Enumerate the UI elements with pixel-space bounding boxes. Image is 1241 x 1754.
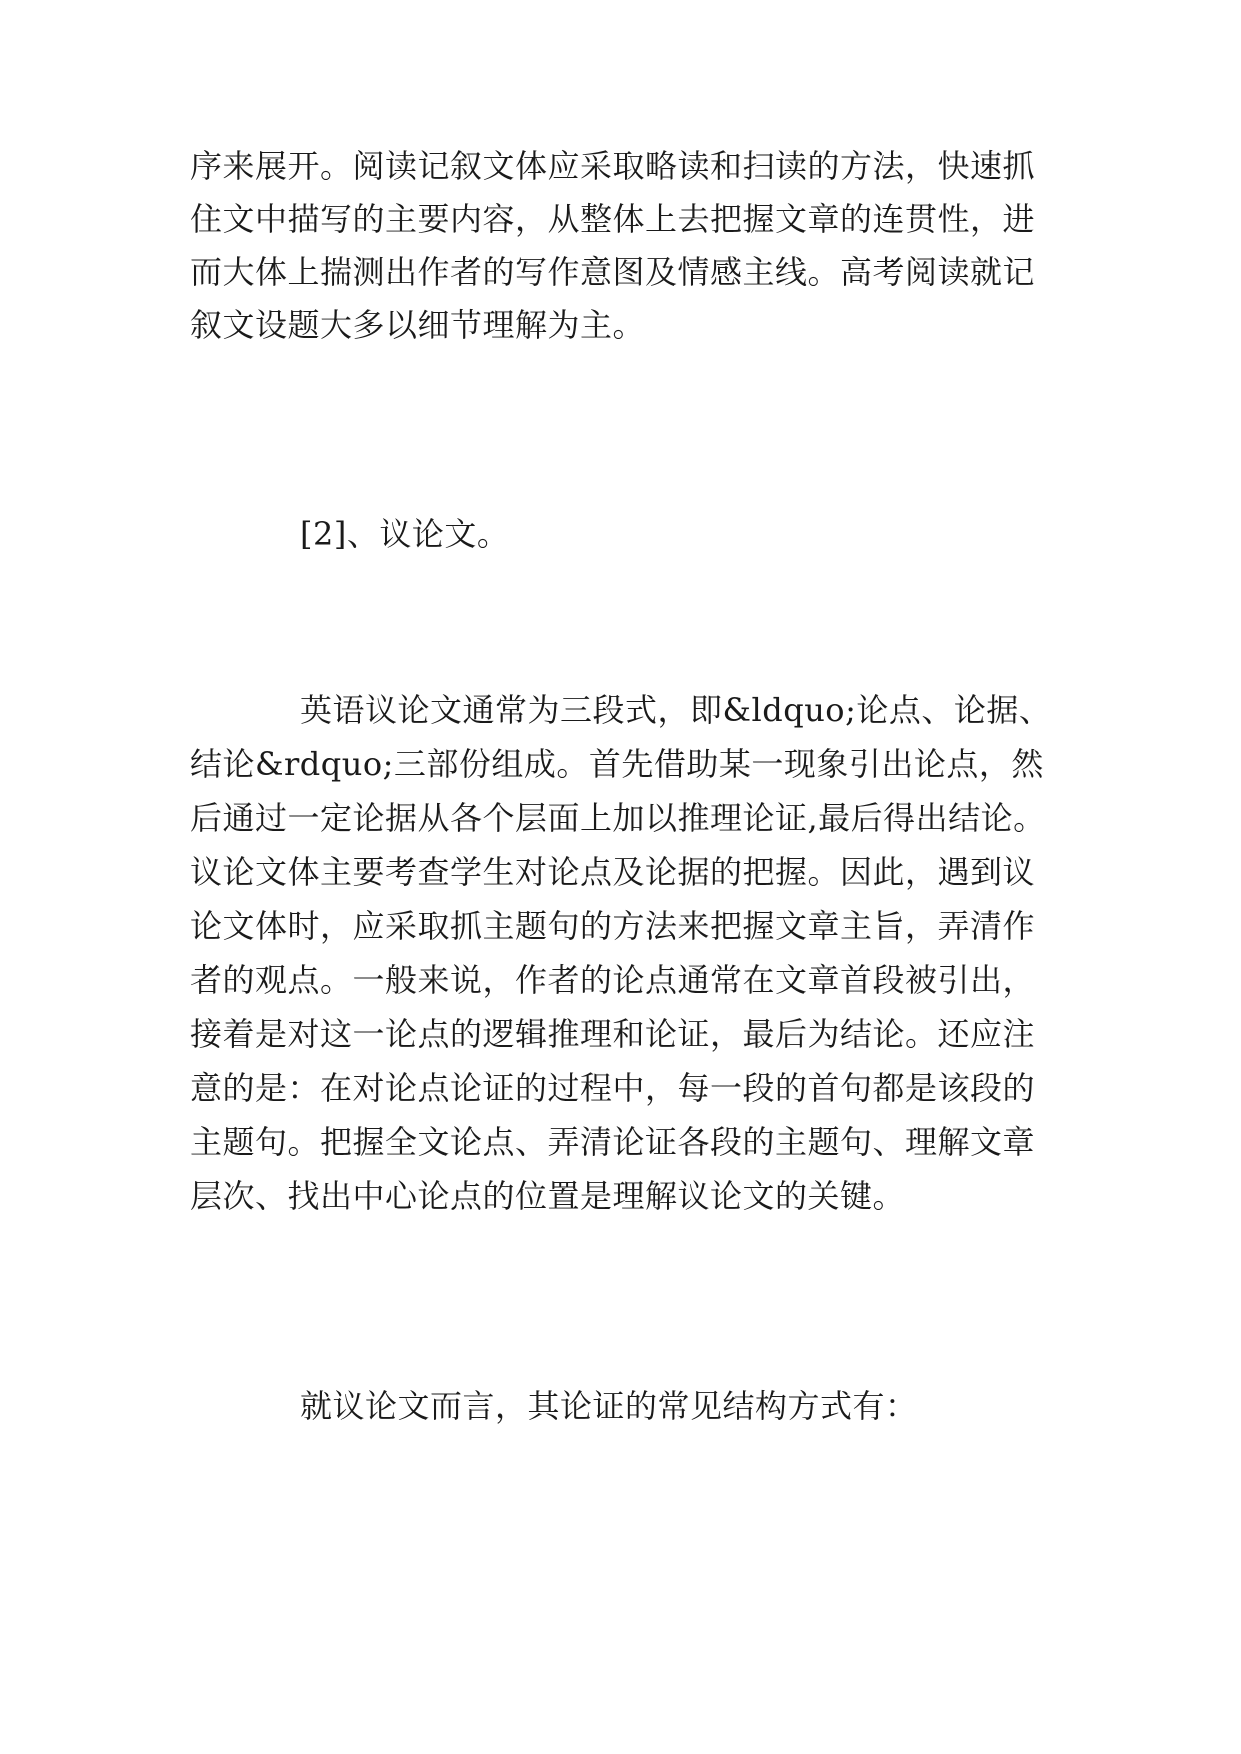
text-line: 议论文体主要考查学生对论点及论据的把握。因此，遇到议 [190,853,1036,891]
text-line: 论文体时，应采取抓主题句的方法来把握文章主旨，弄清作 [190,907,1036,945]
text-line: 住文中描写的主要内容，从整体上去把握文章的连贯性，进 [190,200,1036,238]
text-line: 就议论文而言，其论证的常见结构方式有： [300,1387,918,1425]
text-line: 序来展开。阅读记叙文体应采取略读和扫读的方法，快速抓 [190,147,1036,185]
text-line: 主题句。把握全文论点、弄清论证各段的主题句、理解文章 [190,1123,1036,1161]
text-line: 英语议论文通常为三段式，即&ldquo;论点、论据、 [300,691,1052,729]
heading-line: [2]、议论文。 [300,515,510,553]
text-line: 层次、找出中心论点的位置是理解议论文的关键。 [190,1177,906,1215]
text-line: 者的观点。一般来说，作者的论点通常在文章首段被引出， [190,961,1036,999]
text-line: 结论&rdquo;三部份组成。首先借助某一现象引出论点，然 [190,745,1044,783]
text-line: 接着是对这一论点的逻辑推理和论证，最后为结论。还应注 [190,1015,1036,1053]
text-line: 后通过一定论据从各个层面上加以推理论证,最后得出结论。 [190,799,1046,837]
text-line: 叙文设题大多以细节理解为主。 [190,306,646,344]
text-line: 意的是：在对论点论证的过程中，每一段的首句都是该段的 [190,1069,1036,1107]
text-line: 而大体上揣测出作者的写作意图及情感主线。高考阅读就记 [190,253,1036,291]
